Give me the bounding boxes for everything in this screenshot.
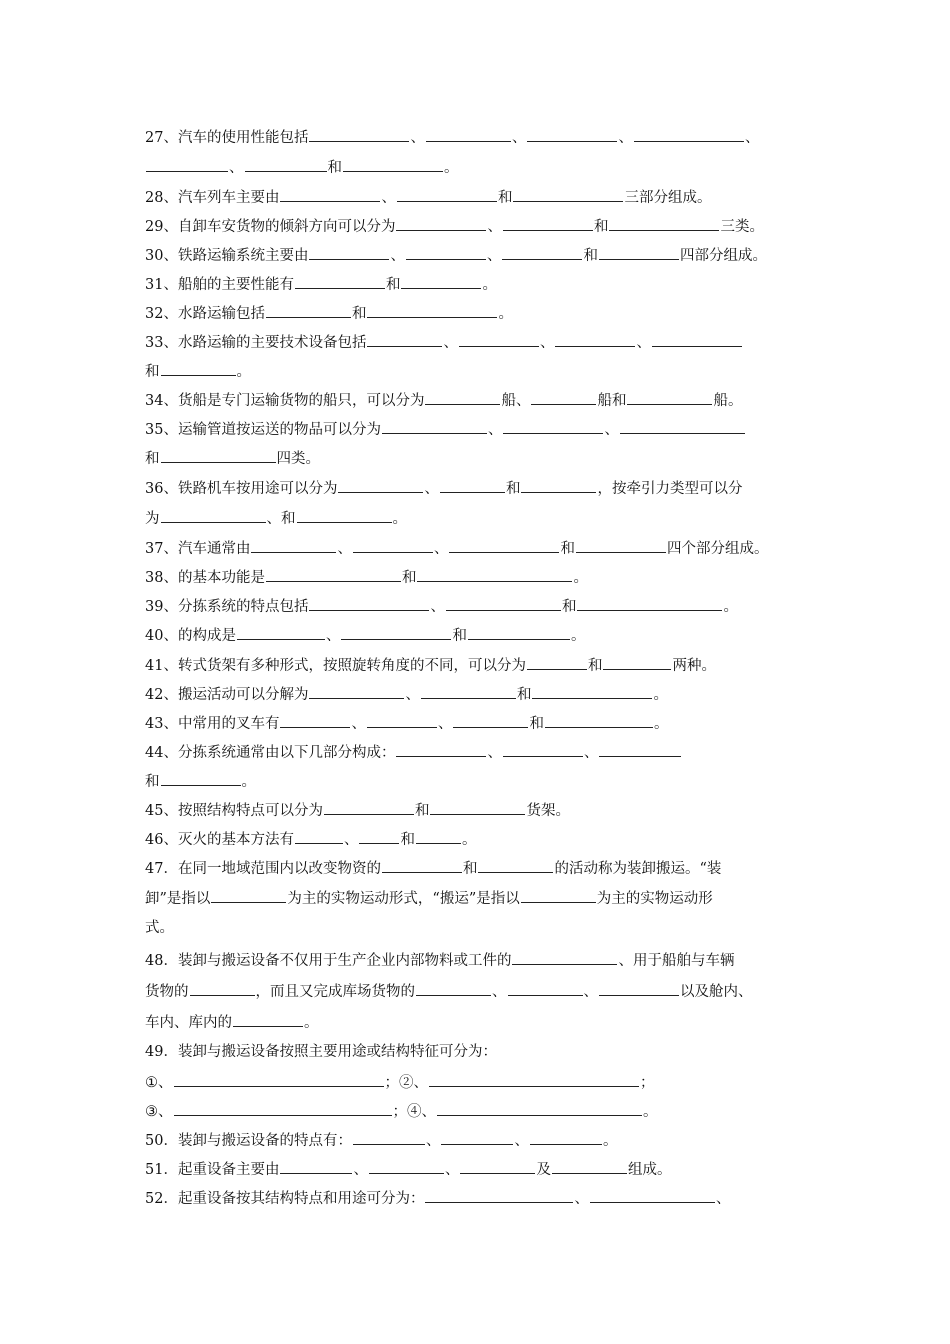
question-line <box>145 361 810 382</box>
question-text: 47．在同一地域范围内以改变物资的 <box>145 861 381 877</box>
question-text: 。 <box>498 306 513 322</box>
question-text: 、 <box>487 219 502 235</box>
question-text: 。 <box>653 716 669 732</box>
answer-blank[interactable] <box>174 1072 384 1087</box>
answer-blank[interactable] <box>634 127 744 142</box>
question-text: 、 <box>443 335 458 351</box>
answer-blank[interactable] <box>280 187 380 202</box>
question-text: 、 <box>574 1191 589 1207</box>
question-line <box>145 419 810 440</box>
answer-blank[interactable] <box>652 332 742 347</box>
question-text: 。 <box>444 160 459 176</box>
answer-blank[interactable] <box>599 742 681 757</box>
question-text: 、 <box>424 481 439 497</box>
question-text: 式。 <box>145 920 174 936</box>
answer-blank[interactable] <box>527 655 587 670</box>
question-text: 和 <box>505 481 521 497</box>
question-text: 、 <box>405 687 420 703</box>
answer-blank[interactable] <box>211 888 286 903</box>
question-text: 。 <box>570 628 586 644</box>
answer-blank[interactable] <box>503 742 583 757</box>
answer-blank[interactable] <box>545 713 653 728</box>
answer-blank[interactable] <box>396 216 486 231</box>
answer-blank[interactable] <box>369 1159 444 1174</box>
answer-blank[interactable] <box>266 303 351 318</box>
answer-blank[interactable] <box>503 216 593 231</box>
question-line <box>145 950 810 971</box>
question-line <box>145 127 810 148</box>
answer-blank[interactable] <box>146 157 228 172</box>
question-text: 。 <box>723 599 738 615</box>
answer-blank[interactable] <box>552 1159 627 1174</box>
question-text: 船和 <box>597 393 627 409</box>
question-text: 和 <box>414 803 430 819</box>
question-line <box>145 684 810 705</box>
question-text: 四类。 <box>276 451 320 467</box>
question-text: 为主的实物运动形 <box>596 891 713 907</box>
answer-blank[interactable] <box>382 858 462 873</box>
answer-blank[interactable] <box>627 390 712 405</box>
question-line <box>145 1012 810 1033</box>
question-text: 。 <box>392 511 407 527</box>
question-text: 和 <box>516 687 532 703</box>
question-text: 32、水路运输包括 <box>145 306 265 322</box>
answer-blank[interactable] <box>161 448 276 463</box>
question-text: 货架。 <box>526 803 570 819</box>
question-text: 和 <box>560 541 575 557</box>
answer-blank[interactable] <box>425 1188 573 1203</box>
question-text: 43、中常用的叉车有 <box>145 716 280 732</box>
question-text: 29、自卸车安货物的倾斜方向可以分为 <box>145 219 396 235</box>
question-text: 。 <box>461 832 477 848</box>
question-text: 和 <box>462 861 478 877</box>
question-text: ③、 <box>145 1104 173 1120</box>
question-text: 、和 <box>266 511 296 527</box>
question-text: 四部分组成。 <box>679 248 767 264</box>
question-text: 、 <box>539 335 555 351</box>
question-text: 以及舱内、 <box>680 984 753 1000</box>
answer-blank[interactable] <box>338 478 423 493</box>
question-text: 、 <box>381 190 396 206</box>
question-text: 和 <box>401 570 417 586</box>
question-text: 和 <box>145 451 160 467</box>
answer-blank[interactable] <box>513 187 623 202</box>
answer-blank[interactable] <box>426 127 511 142</box>
question-text: 。 <box>653 687 668 703</box>
question-line <box>145 245 810 266</box>
answer-blank[interactable] <box>309 684 404 699</box>
answer-blank[interactable] <box>590 1188 715 1203</box>
question-line <box>145 508 810 529</box>
question-text: ，而且又完成库场货物的 <box>255 984 415 1000</box>
answer-blank[interactable] <box>429 1072 639 1087</box>
question-text: 、 <box>492 984 507 1000</box>
question-text: 。 <box>602 1133 618 1149</box>
question-line <box>145 187 810 208</box>
question-text: 和 <box>145 774 160 790</box>
question-text: 和 <box>561 599 577 615</box>
question-text: 。 <box>573 570 588 586</box>
question-text: 和 <box>593 219 609 235</box>
question-line <box>145 157 810 178</box>
question-text: 、 <box>430 599 445 615</box>
answer-blank[interactable] <box>190 981 255 996</box>
question-text: 48．装卸与搬运设备不仅用于生产企业内部物料或工件的 <box>145 953 512 969</box>
question-line <box>145 800 810 821</box>
question-text: 46、灭火的基本方法有 <box>145 832 294 848</box>
question-text: 。 <box>482 277 497 293</box>
question-text: 和 <box>385 277 401 293</box>
question-line <box>145 1101 810 1122</box>
question-text: 为 <box>145 511 160 527</box>
question-text: 。 <box>236 364 251 380</box>
answer-blank[interactable] <box>309 245 389 260</box>
question-text: 。 <box>643 1104 658 1120</box>
question-text: 51．起重设备主要由 <box>145 1162 280 1178</box>
question-text: 和 <box>587 658 603 674</box>
question-text: 、 <box>744 130 760 146</box>
question-text: 50．装卸与搬运设备的特点有： <box>145 1133 352 1149</box>
question-line <box>145 1159 810 1180</box>
answer-blank[interactable] <box>521 478 596 493</box>
answer-blank[interactable] <box>295 829 343 844</box>
question-text: 组成。 <box>627 1162 672 1178</box>
question-text: 、 <box>390 248 405 264</box>
answer-blank[interactable] <box>309 127 409 142</box>
question-line <box>145 538 810 559</box>
answer-blank[interactable] <box>233 1012 303 1027</box>
question-text: 和 <box>529 716 544 732</box>
question-line <box>145 829 810 850</box>
question-text: 三部分组成。 <box>624 190 712 206</box>
answer-blank[interactable] <box>508 981 583 996</box>
question-text: 船。 <box>713 393 743 409</box>
answer-blank[interactable] <box>449 538 559 553</box>
question-line <box>145 1042 810 1062</box>
question-line <box>145 448 810 469</box>
answer-blank[interactable] <box>437 1101 642 1116</box>
question-line <box>145 918 810 938</box>
question-text: 41、转式货架有多种形式，按照旋转角度的不同，可以分为 <box>145 658 526 674</box>
answer-blank[interactable] <box>367 303 497 318</box>
answer-blank[interactable] <box>417 567 572 582</box>
answer-blank[interactable] <box>555 332 635 347</box>
question-text: 的活动称为装卸搬运。“装 <box>554 861 722 877</box>
question-line <box>145 771 810 792</box>
question-text: 39、分拣系统的特点包括 <box>145 599 309 615</box>
question-text: 、 <box>715 1191 731 1207</box>
question-text: 、 <box>487 745 502 761</box>
question-text: 为主的实物运动形式，“搬运”是指以 <box>287 891 520 907</box>
question-text: 和 <box>400 832 415 848</box>
question-line <box>145 1130 810 1151</box>
answer-blank[interactable] <box>367 332 442 347</box>
question-line <box>145 858 810 879</box>
question-text: 、 <box>410 130 425 146</box>
answer-blank[interactable] <box>161 508 266 523</box>
question-line <box>145 742 810 763</box>
answer-blank[interactable] <box>353 1130 425 1145</box>
question-line <box>145 888 810 909</box>
question-text: 船、 <box>501 393 531 409</box>
answer-blank[interactable] <box>440 478 505 493</box>
question-text: 、 <box>511 130 527 146</box>
question-text: 、 <box>514 1133 529 1149</box>
answer-blank[interactable] <box>416 981 491 996</box>
question-text: 34、货船是专门运输货物的船只，可以分为 <box>145 393 425 409</box>
question-text: 、 <box>486 248 502 264</box>
question-text: 、 <box>618 130 633 146</box>
answer-blank[interactable] <box>297 508 392 523</box>
answer-blank[interactable] <box>421 684 516 699</box>
question-text: 45、按照结构特点可以分为 <box>145 803 323 819</box>
question-text: 和 <box>452 628 467 644</box>
question-text: 35、运输管道按运送的物品可以分为 <box>145 422 381 438</box>
question-line <box>145 1188 810 1209</box>
answer-blank[interactable] <box>174 1101 392 1116</box>
answer-blank[interactable] <box>401 274 481 289</box>
question-line <box>145 274 810 295</box>
question-text: ①、 <box>145 1075 173 1091</box>
question-text: 、 <box>351 716 366 732</box>
answer-blank[interactable] <box>460 1159 535 1174</box>
answer-blank[interactable] <box>502 245 582 260</box>
answer-blank[interactable] <box>441 1130 513 1145</box>
question-text: 33、水路运输的主要技术设备包括 <box>145 335 367 351</box>
answer-blank[interactable] <box>245 157 327 172</box>
question-text: ； <box>640 1075 655 1091</box>
question-line <box>145 1072 810 1093</box>
question-text: 、 <box>353 1162 368 1178</box>
question-text: 及 <box>536 1162 551 1178</box>
answer-blank[interactable] <box>309 596 429 611</box>
question-text: 、 <box>343 832 359 848</box>
question-text: 40、的构成是 <box>145 628 236 644</box>
question-line <box>145 332 810 353</box>
answer-blank[interactable] <box>430 800 525 815</box>
answer-blank[interactable] <box>459 332 539 347</box>
question-text: 38、的基本功能是 <box>145 570 265 586</box>
question-text: 和 <box>497 190 513 206</box>
answer-blank[interactable] <box>396 742 486 757</box>
question-text: 37、汽车通常由 <box>145 541 251 557</box>
answer-blank[interactable] <box>280 1159 352 1174</box>
question-line <box>145 567 810 588</box>
question-line <box>145 981 810 1002</box>
question-text: 、 <box>487 422 503 438</box>
question-line <box>145 478 810 499</box>
question-text: 和 <box>583 248 598 264</box>
answer-blank[interactable] <box>341 625 451 640</box>
question-text: 、 <box>604 422 619 438</box>
question-text: 。 <box>304 1015 319 1031</box>
answer-blank[interactable] <box>599 981 679 996</box>
question-text: 车内、库内的 <box>145 1015 232 1031</box>
question-text: 、 <box>583 984 598 1000</box>
answer-blank[interactable] <box>603 655 671 670</box>
answer-blank[interactable] <box>251 538 336 553</box>
answer-blank[interactable] <box>397 187 497 202</box>
question-text: 、 <box>325 628 341 644</box>
answer-blank[interactable] <box>453 713 528 728</box>
question-text: 28、汽车列车主要由 <box>145 190 280 206</box>
answer-blank[interactable] <box>512 950 617 965</box>
question-text: 49．装卸与搬运设备按照主要用途或结构特征可分为： <box>145 1044 497 1060</box>
answer-blank[interactable] <box>295 274 385 289</box>
question-text: 三类。 <box>720 219 764 235</box>
question-text: 和 <box>327 160 342 176</box>
question-text: ；②、 <box>384 1075 428 1091</box>
answer-blank[interactable] <box>532 684 652 699</box>
question-text: 31、船舶的主要性能有 <box>145 277 294 293</box>
answer-blank[interactable] <box>503 419 603 434</box>
answer-blank[interactable] <box>527 127 617 142</box>
question-text: 卸”是指以 <box>145 891 211 907</box>
question-text: ；④、 <box>392 1104 436 1120</box>
question-text: 30、铁路运输系统主要由 <box>145 248 309 264</box>
answer-blank[interactable] <box>531 390 596 405</box>
answer-blank[interactable] <box>609 216 719 231</box>
answer-blank[interactable] <box>577 596 722 611</box>
question-text: 和 <box>145 364 160 380</box>
answer-blank[interactable] <box>521 888 596 903</box>
question-text: 52．起重设备按其结构特点和用途可分为： <box>145 1191 425 1207</box>
answer-blank[interactable] <box>359 829 399 844</box>
question-text: 、 <box>425 1133 441 1149</box>
question-text: 两种。 <box>672 658 716 674</box>
answer-blank[interactable] <box>468 625 570 640</box>
answer-blank[interactable] <box>576 538 666 553</box>
question-text: 和 <box>351 306 367 322</box>
answer-blank[interactable] <box>620 419 745 434</box>
answer-blank[interactable] <box>161 361 236 376</box>
answer-blank[interactable] <box>161 771 241 786</box>
question-text: ，按牵引力类型可以分 <box>597 481 743 497</box>
answer-blank[interactable] <box>382 419 487 434</box>
question-line <box>145 596 810 617</box>
answer-blank[interactable] <box>343 157 443 172</box>
answer-blank[interactable] <box>353 538 433 553</box>
answer-blank[interactable] <box>280 713 350 728</box>
question-line <box>145 625 810 646</box>
answer-blank[interactable] <box>599 245 679 260</box>
question-text: 、用于船舶与车辆 <box>618 953 735 969</box>
question-line <box>145 390 810 411</box>
question-text: 27、汽车的使用性能包括 <box>145 130 309 146</box>
question-text: 、 <box>636 335 651 351</box>
answer-blank[interactable] <box>416 829 461 844</box>
answer-blank[interactable] <box>324 800 414 815</box>
question-text: 、 <box>583 745 599 761</box>
question-text: 44、分拣系统通常由以下几部分构成： <box>145 745 396 761</box>
question-text: 、 <box>229 160 244 176</box>
question-line <box>145 303 810 324</box>
answer-blank[interactable] <box>406 245 486 260</box>
question-text: 36、铁路机车按用途可以分为 <box>145 481 338 497</box>
question-text: 四个部分组成。 <box>666 541 769 557</box>
question-text: 、 <box>437 716 453 732</box>
question-line <box>145 216 810 237</box>
answer-blank[interactable] <box>266 567 401 582</box>
question-text: 、 <box>433 541 449 557</box>
answer-blank[interactable] <box>237 625 325 640</box>
question-line <box>145 713 810 734</box>
question-line <box>145 655 810 676</box>
question-text: 42、搬运活动可以分解为 <box>145 687 309 703</box>
question-text: 、 <box>337 541 352 557</box>
answer-blank[interactable] <box>425 390 500 405</box>
answer-blank[interactable] <box>446 596 561 611</box>
question-text: 、 <box>444 1162 460 1178</box>
answer-blank[interactable] <box>530 1130 602 1145</box>
question-text: 货物的 <box>145 984 189 1000</box>
question-text: 。 <box>241 774 256 790</box>
answer-blank[interactable] <box>367 713 437 728</box>
answer-blank[interactable] <box>478 858 553 873</box>
